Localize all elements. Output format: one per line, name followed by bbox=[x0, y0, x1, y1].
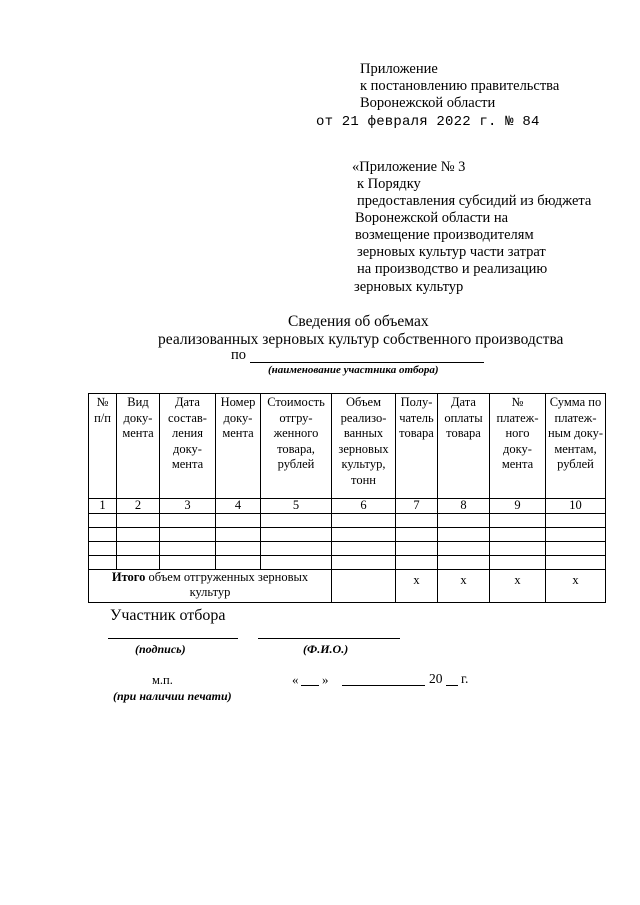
header-line-1: Приложение bbox=[360, 61, 438, 77]
doc-title-line-1: Сведения об объемах bbox=[288, 313, 429, 330]
participant-name-line bbox=[250, 362, 484, 363]
appendix-line-6: зерновых культур части затрат bbox=[357, 244, 546, 260]
doc-title-line-2: реализованных зерновых культур собственного производства bbox=[158, 331, 564, 348]
col-header-doc-type: Вид доку- мента bbox=[117, 394, 160, 499]
appendix-line-5: возмещение производителям bbox=[355, 227, 534, 243]
total-mark-payment-sum: x bbox=[546, 570, 606, 603]
total-mark-payment-doc: x bbox=[490, 570, 546, 603]
signature-caption: (подпись) bbox=[135, 642, 186, 656]
table-total-row bbox=[89, 570, 606, 603]
appendix-line-2: к Порядку bbox=[357, 176, 421, 192]
col-header-recipient: Полу- чатель товара bbox=[396, 394, 438, 499]
date-year-suffix: г. bbox=[461, 671, 469, 686]
col-number-2: 2 bbox=[117, 499, 160, 514]
participant-name-caption: (наименование участника отбора) bbox=[268, 364, 439, 376]
po-label: по bbox=[231, 347, 247, 363]
fio-line bbox=[258, 638, 400, 639]
table-row bbox=[89, 528, 606, 542]
participant-label: Участник отбора bbox=[110, 607, 226, 624]
header-date-line: от 21 февраля 2022 г. № 84 bbox=[316, 114, 540, 130]
col-number-6: 6 bbox=[332, 499, 396, 514]
col-header-doc-number: Номер доку- мента bbox=[216, 394, 261, 499]
col-number-4: 4 bbox=[216, 499, 261, 514]
header-line-3: Воронежской области bbox=[360, 95, 496, 111]
date-open-quote: « bbox=[292, 672, 299, 687]
col-number-3: 3 bbox=[160, 499, 216, 514]
sales-table bbox=[88, 393, 606, 603]
date-year-prefix: 20 bbox=[429, 671, 443, 686]
col-number-8: 8 bbox=[438, 499, 490, 514]
appendix-line-3: предоставления субсидий из бюджета bbox=[357, 193, 592, 209]
table-numbers-row bbox=[89, 499, 606, 514]
col-header-volume: Объем реализо- ванных зерновых культур, тонн bbox=[332, 394, 396, 499]
total-volume-cell bbox=[332, 570, 396, 603]
signature-line bbox=[108, 638, 238, 639]
total-label-rest: объем отгруженных зерновых культур bbox=[145, 570, 309, 599]
date-month-line bbox=[342, 685, 425, 686]
col-number-5: 5 bbox=[261, 499, 332, 514]
table-row bbox=[89, 556, 606, 570]
col-header-doc-date: Дата состав- ления доку- мента bbox=[160, 394, 216, 499]
col-header-payment-doc: № платеж- ного доку- мента bbox=[490, 394, 546, 499]
appendix-line-8: зерновых культур bbox=[354, 279, 464, 295]
col-header-payment-sum: Сумма по платеж- ным доку- ментам, рублей bbox=[546, 394, 606, 499]
col-header-cost: Стоимость отгру- женного товара, рублей bbox=[261, 394, 332, 499]
col-number-9: 9 bbox=[490, 499, 546, 514]
appendix-line-4: Воронежской области на bbox=[355, 210, 509, 226]
total-label-bold: Итого bbox=[111, 570, 146, 584]
col-header-payment-date: Дата оплаты товара bbox=[438, 394, 490, 499]
appendix-line-1: «Приложение № 3 bbox=[352, 159, 466, 175]
total-mark-recipient: x bbox=[396, 570, 438, 603]
table-row bbox=[89, 514, 606, 528]
col-number-10: 10 bbox=[546, 499, 606, 514]
header-line-2: к постановлению правительства bbox=[360, 78, 560, 94]
total-label bbox=[89, 570, 332, 603]
mp-label: м.п. bbox=[152, 673, 173, 687]
col-number-1: 1 bbox=[89, 499, 117, 514]
date-close-quote: » bbox=[322, 672, 329, 687]
stamp-note: (при наличии печати) bbox=[113, 689, 232, 703]
fio-caption: (Ф.И.О.) bbox=[303, 642, 349, 656]
date-day-line bbox=[301, 685, 319, 686]
table-row bbox=[89, 542, 606, 556]
table-header-row bbox=[89, 394, 606, 499]
total-mark-payment-date: x bbox=[438, 570, 490, 603]
col-number-7: 7 bbox=[396, 499, 438, 514]
date-year-line bbox=[446, 685, 458, 686]
col-header-number: № п/п bbox=[89, 394, 117, 499]
appendix-line-7: на производство и реализацию bbox=[357, 261, 548, 277]
